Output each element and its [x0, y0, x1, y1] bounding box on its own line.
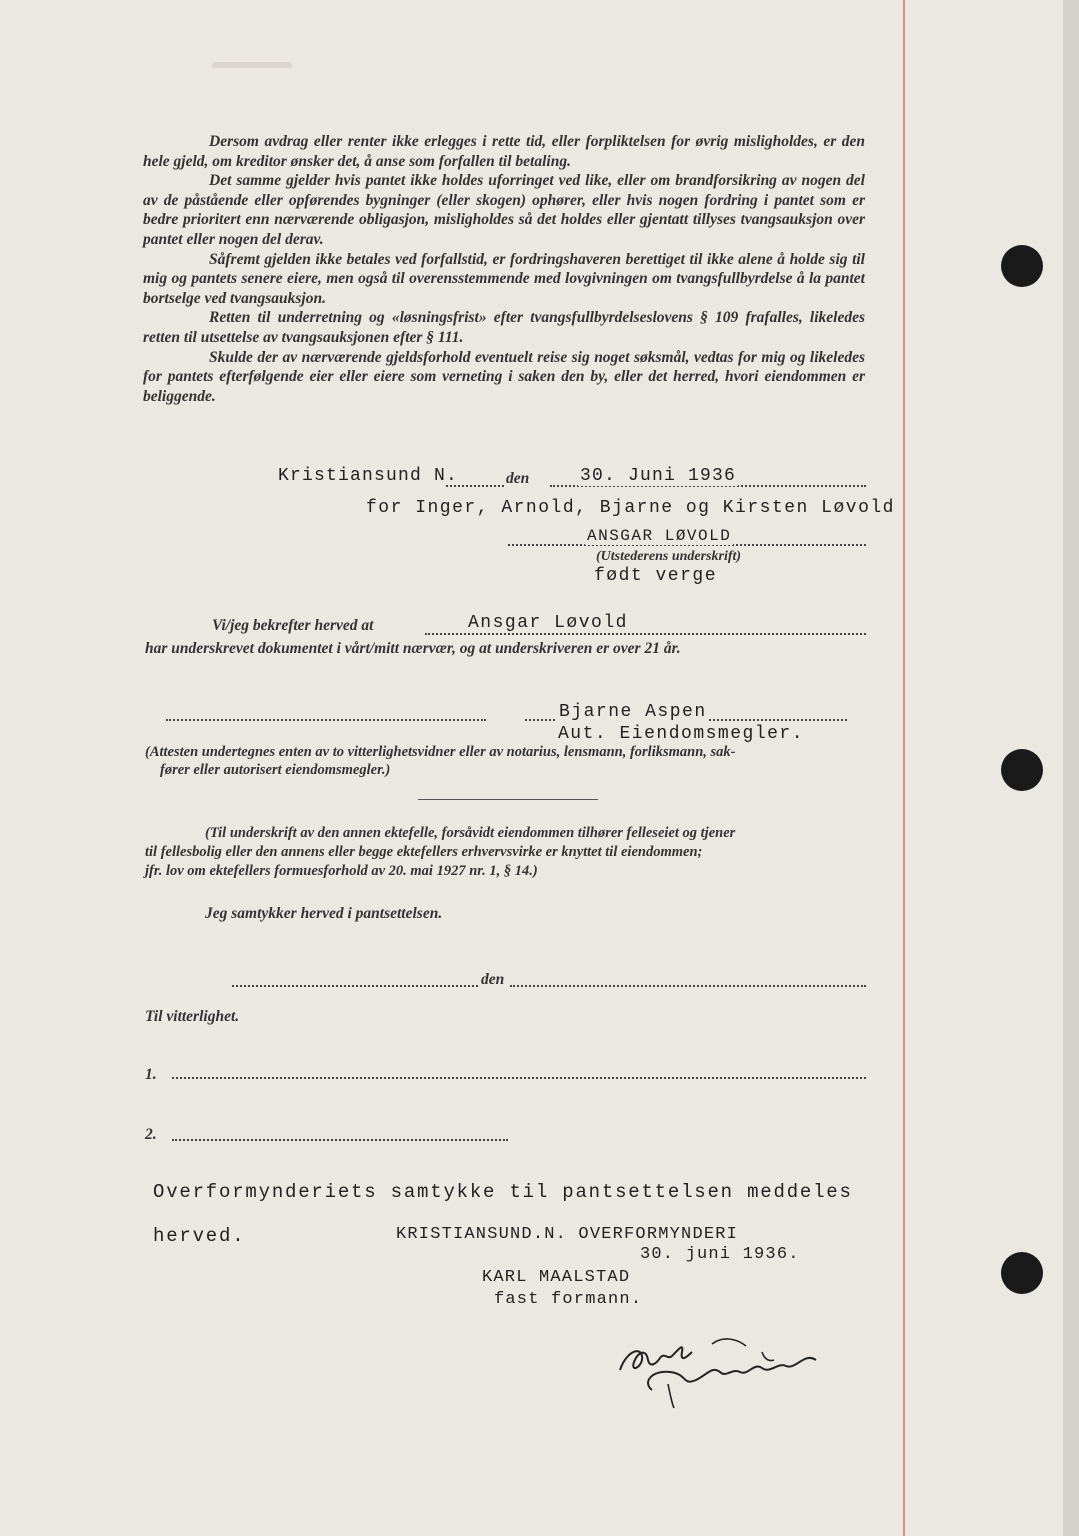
stamp-text: herved. [153, 1225, 246, 1247]
paragraph: Skulde der av nærværende gjeldsforhold eventuelt reise sig noget søksmål, vedtas for mig og likeledes for pantets efterfølgende eier eller eiere som verneting i saken den by, eller det herred, hvori eiendommen er beliggende. [143, 348, 865, 405]
scan-edge [1063, 0, 1079, 1536]
handwritten-signature [612, 1322, 832, 1412]
dotted-line [425, 633, 866, 635]
confirm-name: Ansgar Løvold [468, 613, 628, 633]
spouse-note: jfr. lov om ektefellers formuesforhold av 20. mai 1927 nr. 1, § 14.) [145, 863, 538, 879]
punch-hole [1001, 749, 1043, 791]
spouse-note: til fellesbolig eller den annens eller begge ektefellers erhvervsvirke er knyttet til eiendommen; [145, 844, 703, 860]
place-field: Kristiansund N. [278, 466, 459, 486]
attest-note: fører eller autorisert eiendomsmegler.) [160, 762, 391, 778]
stamp-text: Overformynderiets samtykke til pantsettelsen meddeles [153, 1181, 853, 1203]
issuer-caption: (Utstederens underskrift) [596, 549, 742, 564]
witness-name: Bjarne Aspen [559, 702, 707, 722]
divider [418, 799, 598, 800]
stamp-date: 30. juni 1936. [640, 1245, 800, 1264]
witness-heading: Til vitterlighet. [145, 1008, 240, 1025]
paragraph: Retten til underretning og «løsningsfrist» efter tvangsfullbyrdelseslovens § 109 frafalles, likeledes retten til utsettelse av tvangsauksjonen efter § 111. [143, 309, 865, 346]
terms-text [143, 132, 865, 406]
margin-line [903, 0, 905, 1536]
paragraph: Dersom avdrag eller renter ikke erlegges i rette tid, eller forpliktelsen for øvrig misligholdes, er den hele gjeld, om kreditor ønsker det, å anse som forfallen til betaling. [143, 133, 865, 170]
date-field: 30. Juni 1936 [580, 466, 737, 486]
stamp-title: fast formann. [494, 1290, 643, 1309]
behalf-line: for Inger, Arnold, Bjarne og Kirsten Løvold [366, 498, 895, 518]
issuer-signature: ANSGAR LØVOLD [587, 527, 732, 545]
dotted-line [232, 985, 478, 987]
witness-title: Aut. Eiendomsmegler. [558, 724, 805, 744]
dotted-line [510, 985, 866, 987]
dotted-line [166, 719, 486, 721]
witness-number: 2. [145, 1126, 157, 1143]
dotted-line [446, 485, 504, 487]
attest-note: (Attesten undertegnes enten av to vitterlighetsvidner eller av notarius, lensmann, forliksmann, sak- [145, 744, 736, 760]
dotted-line [172, 1139, 508, 1141]
confirm-line: har underskrevet dokumentet i vårt/mitt nærvær, og at underskriveren er over 21 år. [145, 640, 681, 657]
consent-text: Jeg samtykker herved i pantsettelsen. [205, 905, 443, 922]
witness-number: 1. [145, 1066, 157, 1083]
punch-hole [1001, 1252, 1043, 1294]
den-label: den [481, 971, 505, 988]
issuer-role: født verge [594, 566, 718, 586]
paragraph: Det samme gjelder hvis pantet ikke holdes uforringet ved like, eller om brandforsikring av nogen del av de påstående eller opførendes bygninger (eller skogen) ophører, eller hvis nogen fordring i pantet som er bedre prioritert enn nærværende obligasjon, misligholdes så det holdes eller gjentatt tillyses tvangsauksjon over pantet eller nogen del derav. [143, 172, 865, 248]
confirm-prefix: Vi/jeg bekrefter herved at [212, 617, 374, 634]
dotted-line [172, 1077, 866, 1079]
stamp-text: KRISTIANSUND.N. OVERFORMYNDERI [396, 1225, 739, 1244]
scan-smudge [212, 62, 292, 68]
spouse-note: (Til underskrift av den annen ektefelle, forsåvidt eiendommen tilhører felleseiet og tjener [205, 825, 736, 841]
stamp-name: KARL MAALSTAD [482, 1268, 631, 1287]
paragraph: Såfremt gjelden ikke betales ved forfallstid, er fordringshaveren berettiget til ikke alene å holde sig til mig og pantets senere eiere, men også til overensstemmende med lovgivningen om tvangsfullbyrdelse å la pantet bortselge ved tvangsauksjon. [143, 250, 865, 307]
den-label: den [506, 470, 530, 487]
punch-hole [1001, 245, 1043, 287]
